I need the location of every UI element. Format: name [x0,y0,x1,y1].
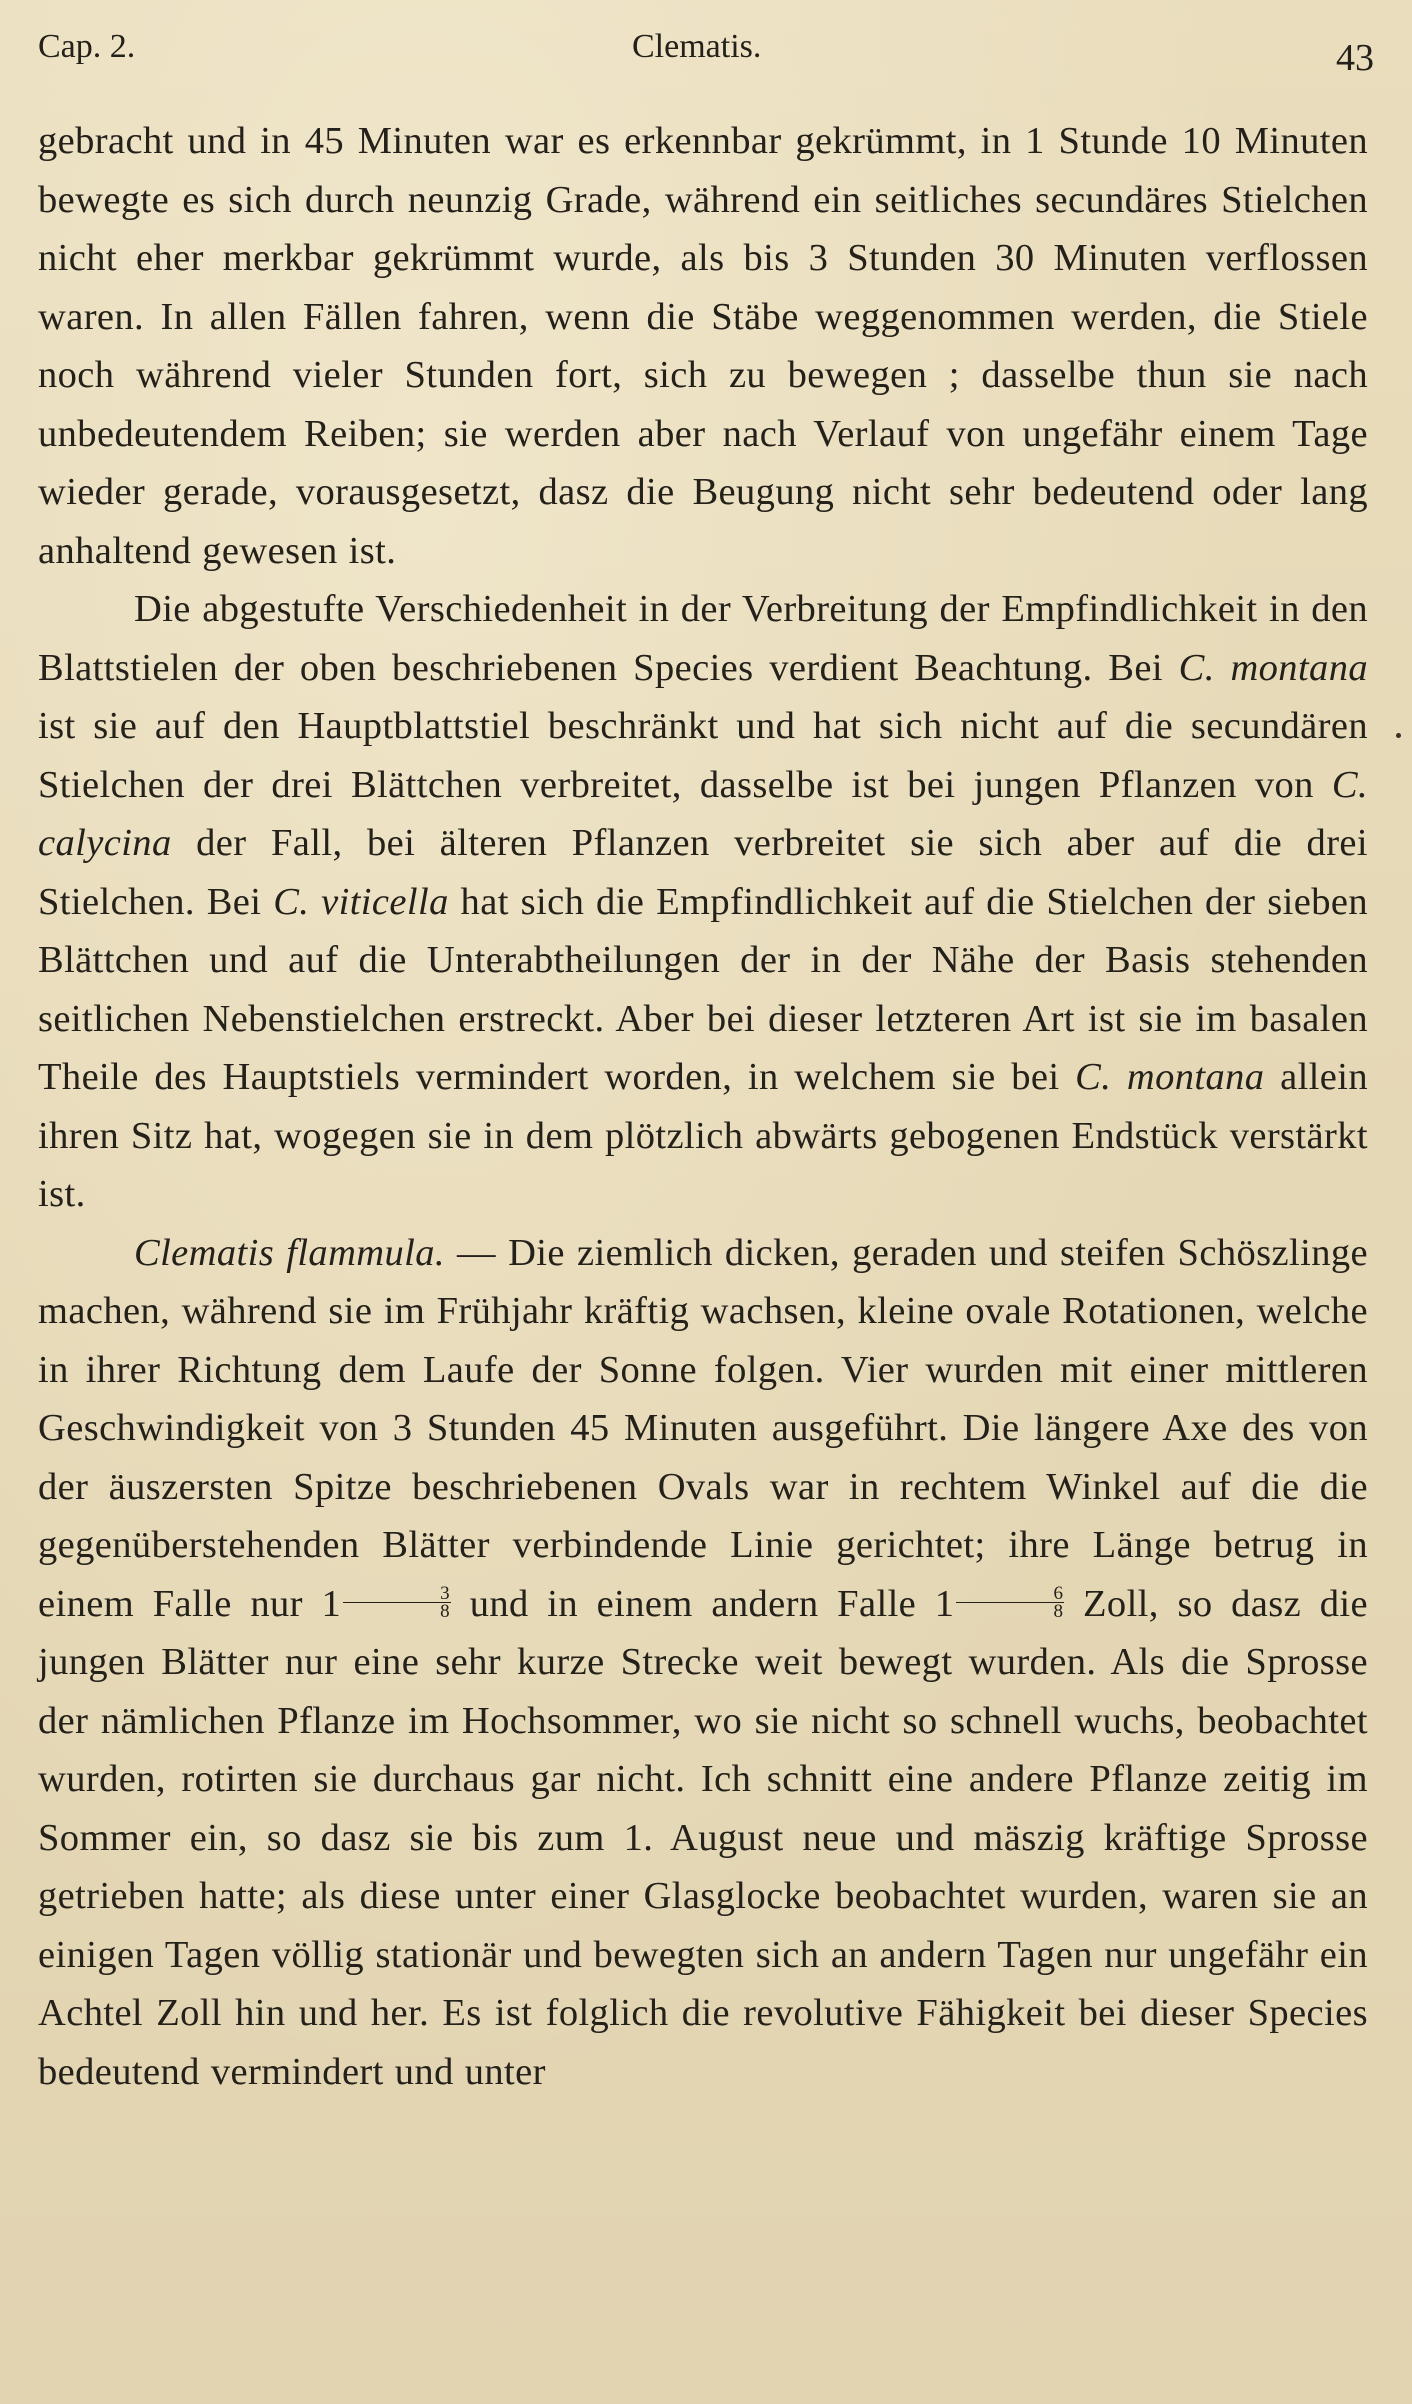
p2-text-i: allein ihren Sitz hat, wogegen sie in dem plötzlich abwärts gebogenen Endstück verstärkt ist. [38,1056,1368,1215]
fraction-numerator: 6 [956,1585,1064,1603]
page-number: 43 [1336,37,1374,79]
fraction-numerator: 3 [343,1585,451,1603]
species-name-montana: C. montana [1178,646,1368,689]
p2-text-a: Die abgestufte Verschiedenheit in der Verbreitung der Empfindlichkeit in den Blattstielen der oben beschriebenen Species verdient Beachtung. Bei [38,588,1368,689]
p2-text-g: hat sich die Empfindlichkeit auf die Stielchen der sieben Blättchen und auf die Unterabtheilungen der in der Nähe der Basis stehenden seitlichen Nebenstielchen erstreckt. Aber bei dieser letzteren Art ist sie im basalen Theile des Hauptstiels vermindert worden, in welchem sie bei [38,880,1368,1098]
paragraph-2 [38,580,1368,1224]
p2-text-c: ist sie auf den Hauptblattstiel beschränkt und hat sich nicht auf die secundären Stielchen der drei Blättchen verbreitet, dasselbe ist bei jungen Pflanzen von [38,705,1368,806]
species-name-viticella: C. viticella [273,880,449,923]
species-name-calycina: C. calycina [38,763,1368,864]
p3-text-c: Zoll, so dasz die jungen Blätter nur eine sehr kurze Strecke weit bewegt wurden. Als die Sprosse der nämlichen Pflanze im Hochsommer, wo sie nicht so schnell wuchs, beobachtet wurden, rotirten sie durchaus gar nicht. Ich schnitt eine andere Pflanze zeitig im Sommer ein, so dasz sie bis zum 1. August neue und mäszig kräftige Sprosse getrieben hatte; als diese unter einer Glasglocke beobachtet wurden, waren sie an einigen Tagen völlig stationär und bewegten sich an andern Tagen nur ungefähr ein Achtel Zoll hin und her. Es ist folglich die revolutive Fähigkeit bei dieser Species bedeutend vermindert und unter [38,1582,1369,2093]
p3-text-b: und in einem andern Falle 1 [451,1582,955,1625]
fraction-denominator: 8 [440,1601,451,1623]
paragraph-1: gebracht und in 45 Minuten war es erkennbar gekrümmt, in 1 Stunde 10 Minuten bewegte es sich durch neunzig Grade, während ein seitliches secundäres Stielchen nicht eher merkbar gekrümmt wurde, als bis 3 Stunden 30 Minuten verflossen waren. In allen Fällen fahren, wenn die Stäbe weggenommen werden, die Stiele noch während vieler Stunden fort, sich zu bewegen ; dasselbe thun sie nach unbedeutendem Reiben; sie werden aber nach Verlauf von ungefähr einem Tage wieder gerade, vorausgesetzt, dasz die Beugung nicht sehr bedeutend oder lang anhaltend gewesen ist. [38,120,1368,572]
running-title: Clematis. [632,28,762,65]
p3-text-a: — Die ziemlich dicken, geraden und steifen Schöszlinge machen, während sie im Frühjahr kräftig wachsen, kleine ovale Rotationen, welche in ihrer Richtung dem Laufe der Sonne folgen. Vier wurden mit einer mittleren Geschwindigkeit von 3 Stunden 45 Minuten ausgeführt. Die längere Axe des von der äuszersten Spitze beschriebenen Ovals war in rechtem Winkel auf die die gegenüberstehenden Blätter verbindende Linie gerichtet; ihre Länge betrug in einem Falle nur 1 [38,1231,1368,1625]
fraction-three-eighths [343,1583,451,1623]
fraction-six-eighths [956,1583,1064,1623]
running-head [38,24,1374,80]
paragraph-3 [38,1224,1368,2102]
species-name-montana-2: C. montana [1075,1056,1265,1098]
p2-text-e: der Fall, bei älteren Pflanzen verbreitet sie sich aber auf die drei Stielchen. Bei [38,822,1368,923]
ink-speck [1396,733,1401,738]
chapter-label: Cap. 2. [38,28,136,65]
body-text [38,112,1368,2101]
species-heading-flammula: Clematis flammula. [134,1231,445,1274]
fraction-denominator: 8 [1053,1601,1064,1623]
